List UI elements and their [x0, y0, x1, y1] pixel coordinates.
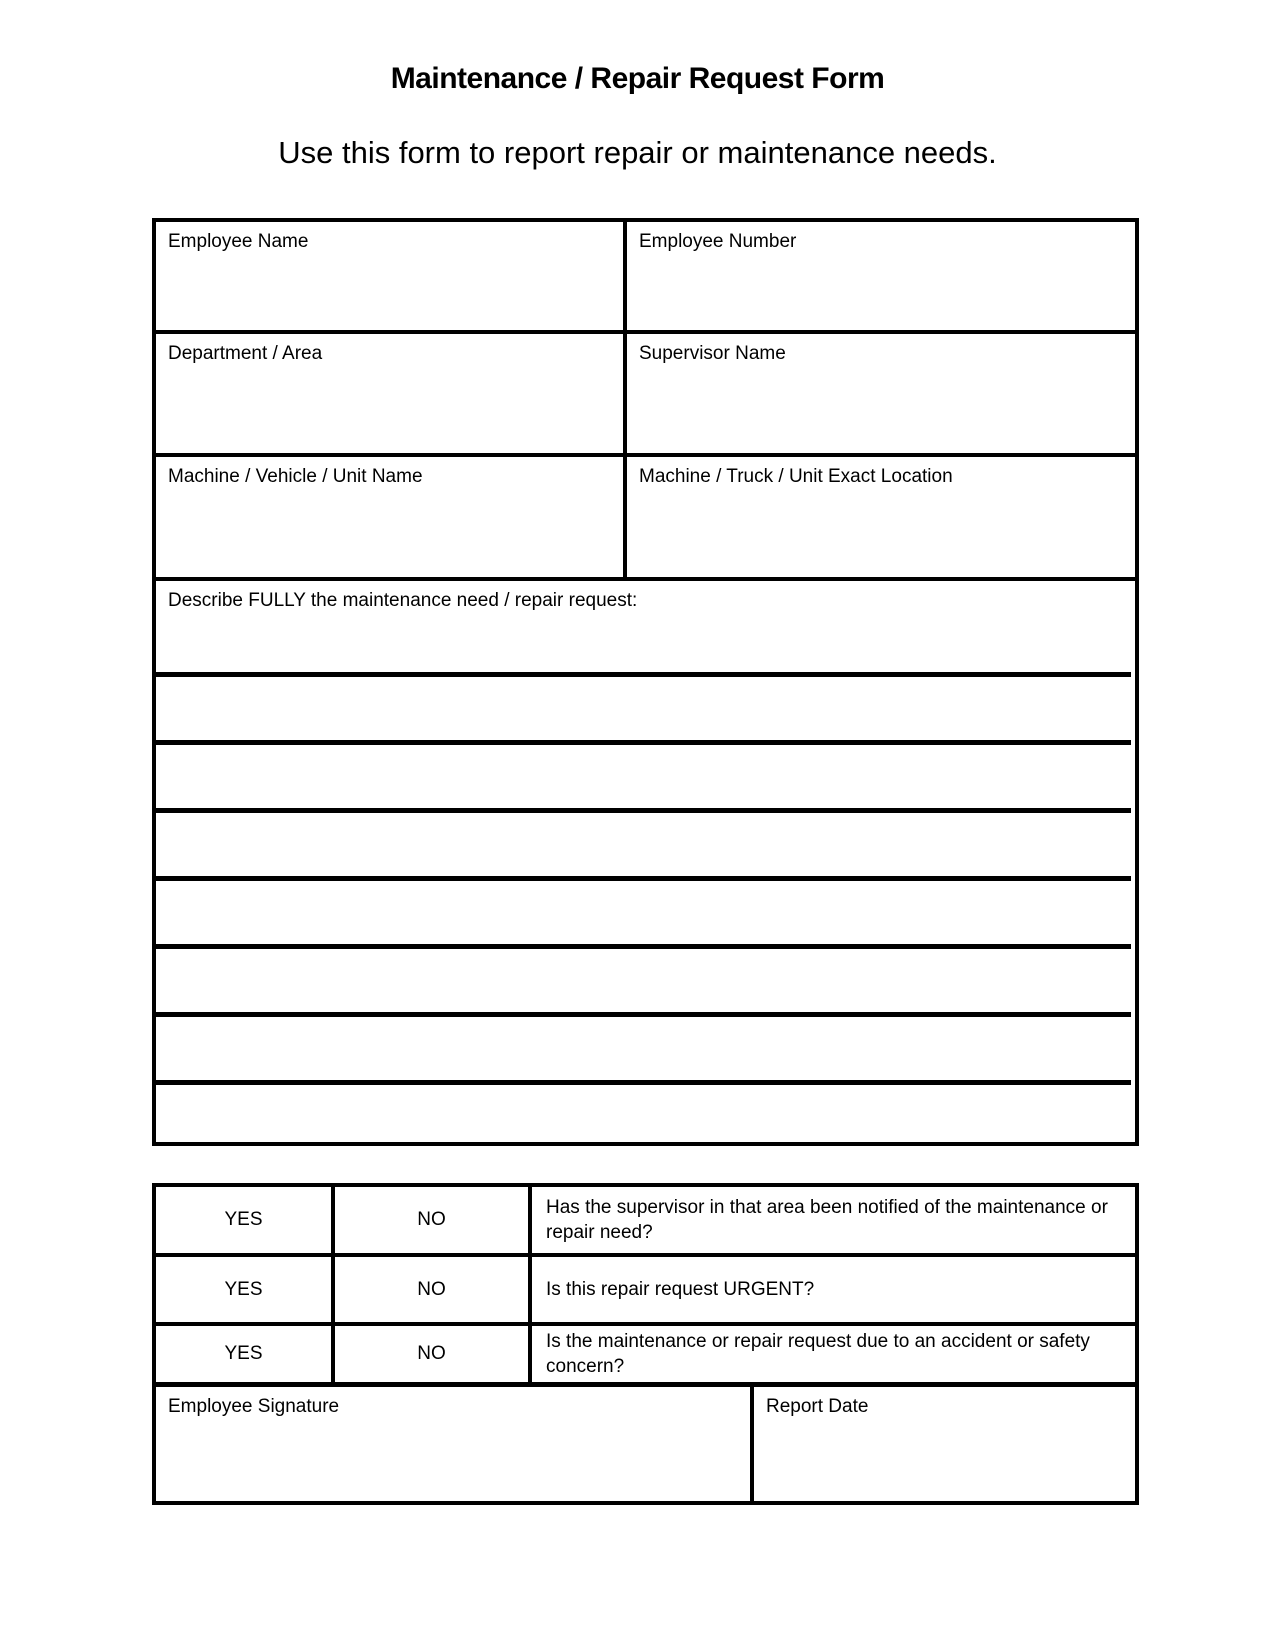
yes-option[interactable]: YES: [156, 1326, 335, 1382]
machine-vehicle-unit-name-field[interactable]: [156, 457, 627, 577]
writing-line[interactable]: [156, 1017, 1131, 1085]
yes-option[interactable]: YES: [156, 1257, 335, 1322]
employee-signature-field[interactable]: [156, 1387, 754, 1501]
employee-name-label: Employee Name: [168, 231, 309, 252]
question-text: Is the maintenance or repair request due to an accident or safety concern?: [546, 1331, 1090, 1378]
department-area-label: Department / Area: [168, 343, 323, 364]
question-row: [156, 1326, 1135, 1382]
department-area-field[interactable]: [156, 334, 627, 453]
table-row: [156, 222, 1135, 334]
employee-number-label: Employee Number: [639, 231, 797, 252]
questions-table: [152, 1183, 1139, 1386]
describe-section: [156, 581, 1135, 1142]
writing-line[interactable]: [156, 612, 1131, 677]
no-option[interactable]: NO: [335, 1326, 532, 1382]
no-option[interactable]: NO: [335, 1187, 532, 1253]
form-title: Maintenance / Repair Request Form: [390, 62, 885, 95]
table-row: [156, 457, 1135, 581]
describe-writing-area: [156, 612, 1135, 1085]
employee-name-field[interactable]: [156, 222, 627, 330]
machine-truck-unit-location-label: Machine / Truck / Unit Exact Location: [639, 466, 953, 487]
supervisor-name-field[interactable]: [627, 334, 1135, 453]
employee-number-field[interactable]: [627, 222, 1135, 330]
report-date-field[interactable]: [754, 1387, 1135, 1501]
employee-signature-label: Employee Signature: [168, 1396, 340, 1417]
machine-truck-unit-location-field[interactable]: [627, 457, 1135, 577]
writing-line[interactable]: [156, 881, 1131, 949]
question-row: [156, 1257, 1135, 1326]
question-text: Has the supervisor in that area been notified of the maintenance or repair need?: [546, 1196, 1108, 1243]
form-subtitle: Use this form to report repair or maintenance needs.: [278, 135, 997, 170]
table-row: [156, 334, 1135, 457]
writing-line[interactable]: [156, 949, 1131, 1017]
report-date-label: Report Date: [766, 1396, 869, 1417]
yes-option[interactable]: YES: [156, 1187, 335, 1253]
writing-line[interactable]: [156, 745, 1131, 813]
no-option[interactable]: NO: [335, 1257, 532, 1322]
question-text: Is this repair request URGENT?: [546, 1278, 815, 1300]
signature-table: [152, 1383, 1139, 1505]
info-table: [152, 218, 1139, 1146]
supervisor-name-label: Supervisor Name: [639, 343, 786, 364]
writing-line[interactable]: [156, 677, 1131, 745]
describe-label: Describe FULLY the maintenance need / repair request:: [168, 590, 638, 611]
question-row: [156, 1187, 1135, 1257]
writing-line[interactable]: [156, 813, 1131, 881]
machine-vehicle-unit-name-label: Machine / Vehicle / Unit Name: [168, 466, 423, 487]
